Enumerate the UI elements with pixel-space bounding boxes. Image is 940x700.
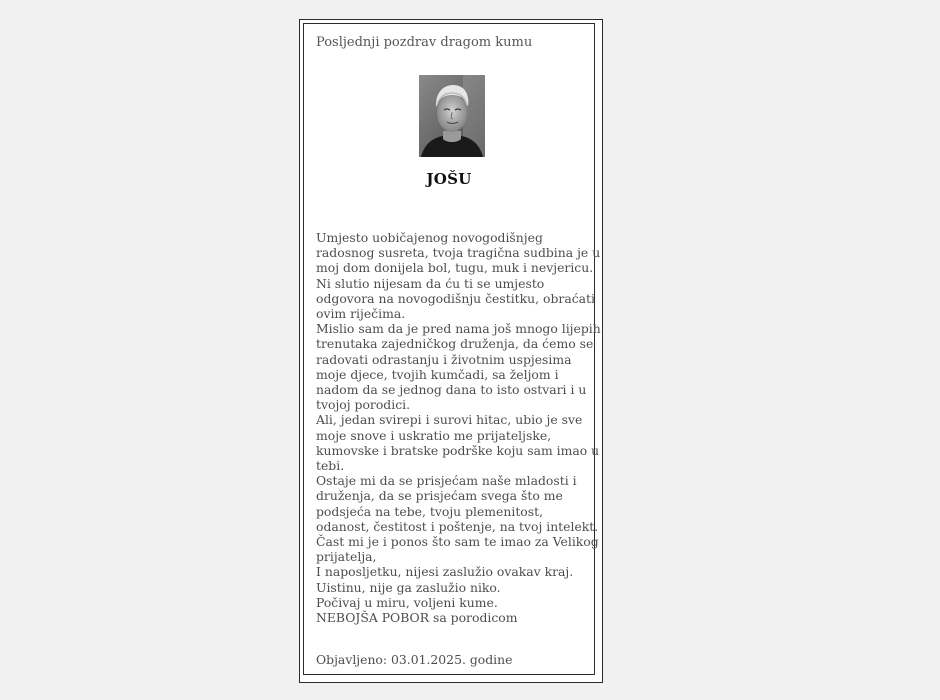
message-signature: NEBOJŠA POBOR sa porodicom	[316, 610, 518, 626]
message-line: tvojoj porodici.	[316, 397, 411, 413]
message-line: radovati odrastanju i životnim uspjesima	[316, 351, 572, 367]
message-line: I naposljetku, nijesi zaslužio ovakav kraj.	[316, 564, 574, 580]
message-line: odanost, čestitost i poštenje, na tvoj intelekt.	[316, 518, 599, 534]
message-line: Ni slutio nijesam da ću ti se umjesto	[316, 275, 545, 291]
message-line: ovim riječima.	[316, 306, 406, 322]
message-line: Čast mi je i ponos što sam te imao za Velikog	[316, 534, 599, 550]
portrait-photo-icon	[419, 75, 485, 157]
publication-date: Objavljeno: 03.01.2025. godine	[316, 652, 513, 667]
deceased-name: JOŠU	[426, 170, 472, 188]
obituary-notice	[299, 19, 603, 683]
message-line: moje snove i uskratio me prijateljske,	[316, 427, 552, 443]
message-line: Ali, jedan svirepi i surovi hitac, ubio je sve	[316, 412, 583, 428]
message-line: Mislio sam da je pred nama još mnogo lijepih	[316, 321, 601, 337]
message-line: prijatelja,	[316, 549, 377, 565]
message-line: moj dom donijela bol, tugu, muk i nevjericu.	[316, 260, 594, 276]
message-line: Počivaj u miru, voljeni kume.	[316, 594, 498, 610]
notice-heading: Posljednji pozdrav dragom kumu	[316, 35, 533, 50]
portrait-photo	[419, 75, 485, 157]
obituary-frame	[303, 23, 601, 675]
message-line: Umjesto uobičajenog novogodišnjeg	[316, 230, 543, 245]
message-line: tebi.	[316, 458, 345, 474]
message-line: kumovske i bratske podrške koju sam imao u	[316, 442, 600, 458]
message-line: trenutaka zajedničkog druženja, da ćemo se	[316, 336, 594, 352]
message-line: Uistinu, nije ga zaslužio niko.	[316, 579, 501, 595]
message-line: podsjeća na tebe, tvoju plemenitost,	[316, 503, 544, 519]
message-line: druženja, da se prisjećam svega što me	[316, 488, 563, 504]
message-line: moje djece, tvojih kumčadi, sa željom i	[316, 366, 559, 382]
message-line: Ostaje mi da se prisjećam naše mladosti i	[316, 473, 577, 489]
obituary-message	[316, 230, 601, 626]
message-line: radosnog susreta, tvoja tragična sudbina je u	[316, 245, 601, 261]
message-line: nadom da se jednog dana to isto ostvari i u	[316, 382, 587, 398]
message-line: odgovora na novogodišnju čestitku, obraćati	[316, 290, 595, 306]
